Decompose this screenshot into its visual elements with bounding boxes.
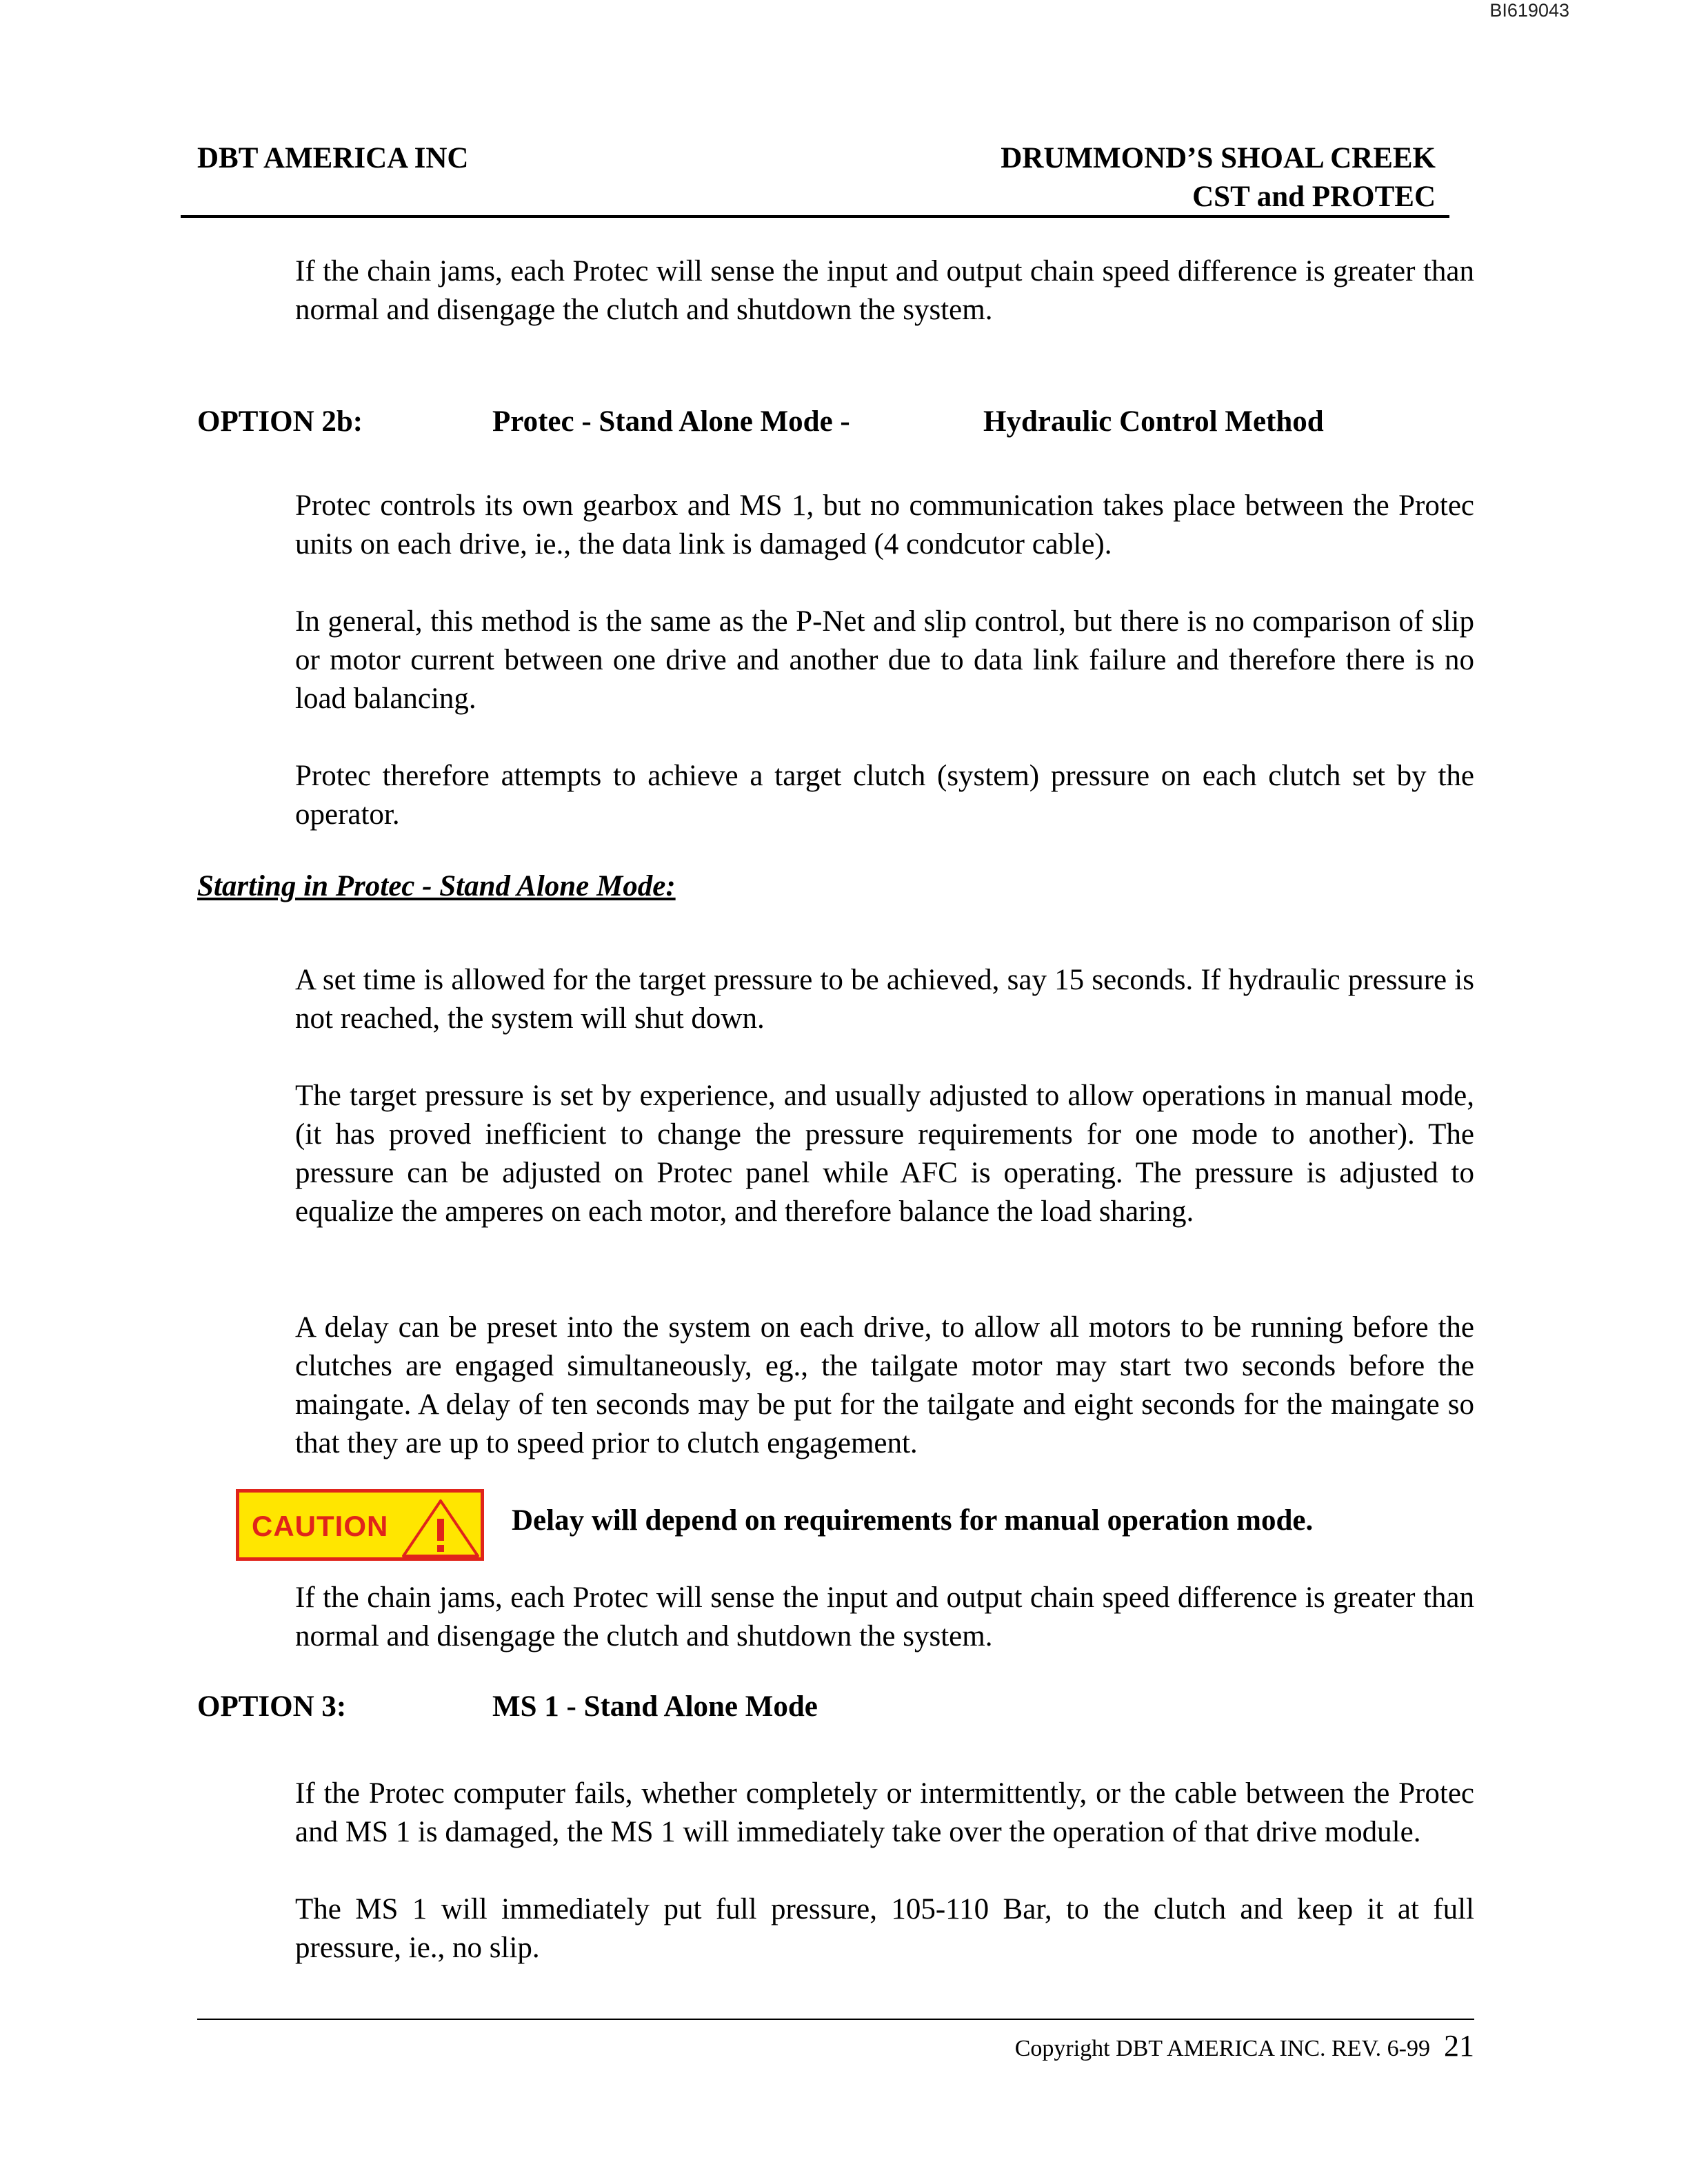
paragraph-protec-fails: If the Protec computer fails, whether completely or intermittently, or the cable between the Protec and MS 1 is damaged, the MS 1 will immediately take over the operation of that drive module. <box>295 1777 1474 1848</box>
subheading-starting-protec: Starting in Protec - Stand Alone Mode: <box>197 870 676 902</box>
footer <box>1015 2024 1474 2071</box>
caution-label: CAUTION <box>252 1510 389 1542</box>
option-3-label: OPTION 3: <box>197 1690 347 1723</box>
warning-triangle-icon <box>401 1498 481 1559</box>
paragraph-chain-jam-1: If the chain jams, each Protec will sense the input and output chain speed difference is greater than normal and disengage the clutch and shutdown the system. <box>295 255 1474 326</box>
paragraph-delay-preset: A delay can be preset into the system on each drive, to allow all motors to be running before the clutches are engaged simultaneously, eg., the tailgate motor may start two seconds before the maingate. A delay of ten seconds may be put for the tailgate and eight seconds for the maingate so that they are up to speed prior to clutch engagement. <box>295 1311 1474 1459</box>
footer-rule <box>197 2019 1474 2020</box>
header-project-line1: DRUMMOND’S SHOAL CREEK <box>1001 142 1436 174</box>
paragraph-protec-controls: Protec controls its own gearbox and MS 1, but no communication takes place between the Protec units on each drive, ie., the data link is damaged (4 condcutor cable). <box>295 489 1474 560</box>
paragraph-chain-jam-2: If the chain jams, each Protec will sense the input and output chain speed difference is greater than normal and disengage the clutch and shutdown the system. <box>295 1581 1474 1652</box>
page-number: 21 <box>1444 2029 1474 2063</box>
header-rule <box>181 215 1449 218</box>
footer-copyright: Copyright DBT AMERICA INC. REV. 6-99 <box>1014 2036 1430 2061</box>
option-2b-mode: Protec - Stand Alone Mode - <box>492 405 850 438</box>
header-project <box>1001 139 1436 216</box>
caution-badge <box>236 1489 484 1561</box>
option-3-mode: MS 1 - Stand Alone Mode <box>492 1690 818 1723</box>
option-2b-label: OPTION 2b: <box>197 405 363 438</box>
paragraph-full-pressure: The MS 1 will immediately put full pressure, 105-110 Bar, to the clutch and keep it at full pressure, ie., no slip. <box>295 1893 1474 1964</box>
caution-message: Delay will depend on requirements for manual operation mode. <box>512 1504 1314 1537</box>
header-company: DBT AMERICA INC <box>197 142 469 174</box>
header-project-line2: CST and PROTEC <box>1192 181 1436 213</box>
option-2b-method: Hydraulic Control Method <box>983 405 1324 438</box>
paragraph-target-experience: The target pressure is set by experience, and usually adjusted to allow operations in manual mode, (it has proved inefficient to change the pressure requirements for one mode to another). The pressure can be adjusted on Protec panel while AFC is operating. The pressure is adjusted to equalize the amperes on each motor, and therefore balance the load sharing. <box>295 1080 1474 1228</box>
paragraph-general-method: In general, this method is the same as the P-Net and slip control, but there is no comparison of slip or motor current between one drive and another due to data link failure and therefore there is no load balancing. <box>295 605 1474 715</box>
document-id: BI619043 <box>1489 0 1569 21</box>
paragraph-set-time: A set time is allowed for the target pressure to be achieved, say 15 seconds. If hydraulic pressure is not reached, the system will shut down. <box>295 964 1474 1035</box>
paragraph-target-pressure: Protec therefore attempts to achieve a target clutch (system) pressure on each clutch set by the operator. <box>295 760 1474 831</box>
